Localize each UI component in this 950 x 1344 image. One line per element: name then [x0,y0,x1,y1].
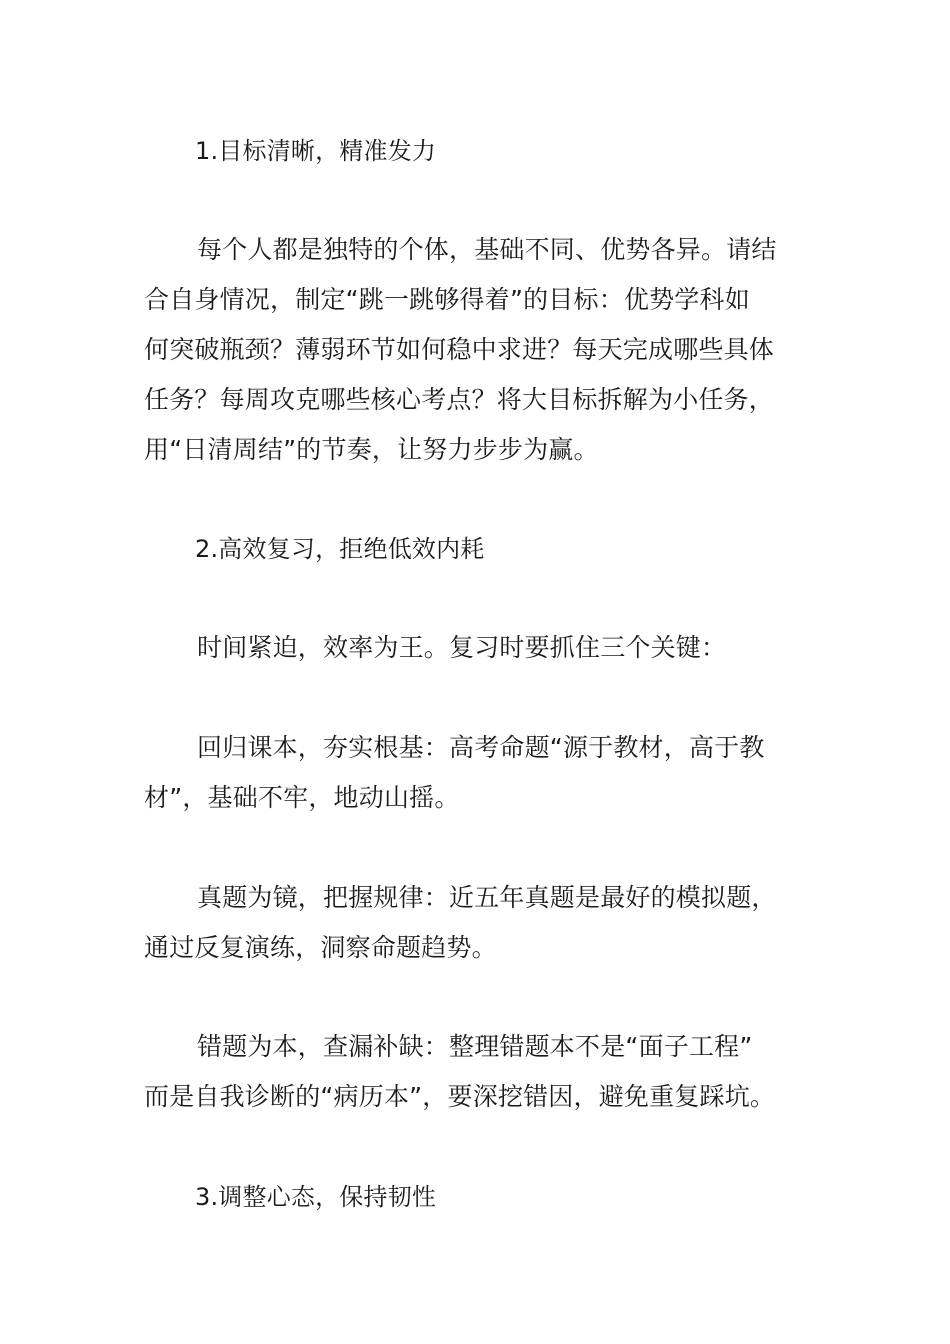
paragraph-line: 合自身情况，制定“跳一跳够得着”的目标：优势学科如 [144,285,750,314]
paragraph-line: 任务？每周攻克哪些核心考点？将大目标拆解为小任务， [144,385,775,414]
paragraph-line: 每个人都是独特的个体，基础不同、优势各异。请结 [197,235,777,264]
paragraph-line: 真题为镜，把握规律：近五年真题是最好的模拟题， [197,883,777,912]
paragraph-line: 时间紧迫，效率为王。复习时要抓住三个关键： [197,633,727,662]
section-heading-3: 3.调整心态，保持韧性 [195,1183,437,1211]
paragraph-line: 通过反复演练，洞察命题趋势。 [144,933,497,962]
paragraph-line: 何突破瓶颈？薄弱环节如何稳中求进？每天完成哪些具体 [144,335,775,364]
paragraph-line: 错题为本，查漏补缺：整理错题本不是“面子工程” [197,1032,753,1061]
paragraph-line: 回归课本，夯实根基：高考命题“源于教材，高于教 [197,733,765,762]
paragraph-line: 而是自我诊断的“病历本”，要深挖错因，避免重复踩坑。 [144,1082,776,1111]
section-heading-1: 1.目标清晰，精准发力 [195,137,437,165]
paragraph-line: 用“日清周结”的节奏，让努力步步为赢。 [144,435,599,464]
paragraph-line: 材”，基础不牢，地动山摇。 [144,783,460,812]
section-heading-2: 2.高效复习，拒绝低效内耗 [195,535,485,563]
